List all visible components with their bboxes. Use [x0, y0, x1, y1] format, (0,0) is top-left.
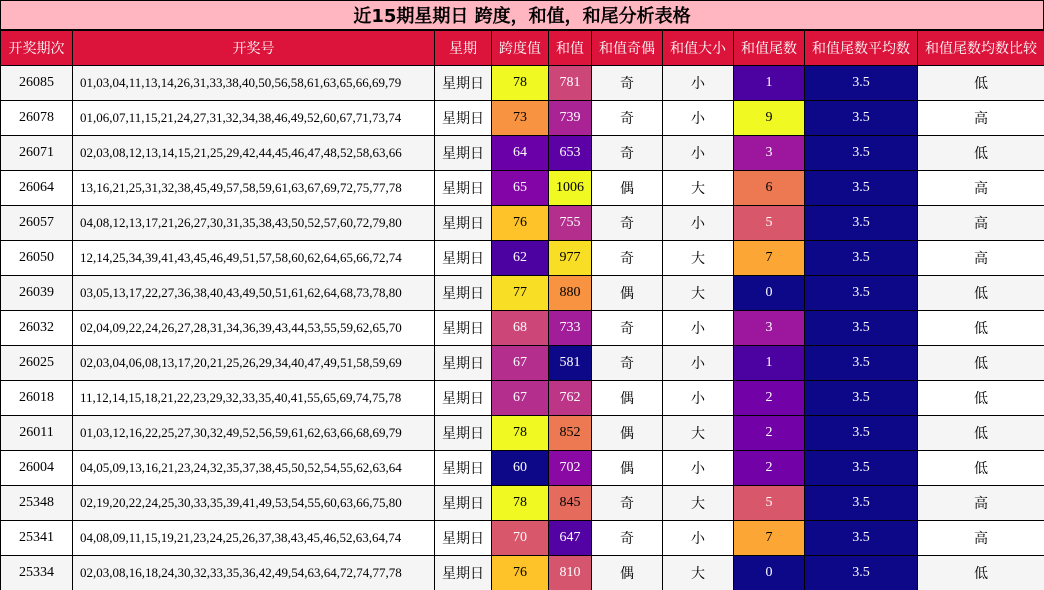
cell-size: 大	[663, 486, 734, 521]
cell-tail-compare: 低	[918, 416, 1044, 451]
header-issue: 开奖期次	[1, 31, 73, 66]
cell-size: 小	[663, 206, 734, 241]
cell-numbers: 02,19,20,22,24,25,30,33,35,39,41,49,53,54,55,60,63,66,75,80	[73, 486, 435, 521]
cell-size: 小	[663, 136, 734, 171]
cell-size: 大	[663, 416, 734, 451]
cell-sum: 739	[549, 101, 592, 136]
table-row	[1, 66, 1044, 101]
table-row	[1, 521, 1044, 556]
cell-tail-avg: 3.5	[805, 451, 918, 486]
cell-sum: 653	[549, 136, 592, 171]
cell-parity: 奇	[592, 206, 663, 241]
cell-tail-avg: 3.5	[805, 311, 918, 346]
cell-sum: 977	[549, 241, 592, 276]
header-tail-compare: 和值尾数均数比较	[918, 31, 1044, 66]
cell-tail: 2	[734, 451, 805, 486]
cell-issue: 26050	[1, 241, 73, 276]
cell-weekday: 星期日	[435, 346, 492, 381]
cell-numbers: 02,03,08,12,13,14,15,21,25,29,42,44,45,46,47,48,52,58,63,66	[73, 136, 435, 171]
cell-weekday: 星期日	[435, 311, 492, 346]
cell-tail-compare: 低	[918, 276, 1044, 311]
cell-span: 68	[492, 311, 549, 346]
cell-parity: 奇	[592, 241, 663, 276]
cell-span: 77	[492, 276, 549, 311]
cell-sum: 880	[549, 276, 592, 311]
cell-weekday: 星期日	[435, 486, 492, 521]
cell-tail-avg: 3.5	[805, 241, 918, 276]
cell-numbers: 11,12,14,15,18,21,22,23,29,32,33,35,40,41,55,65,69,74,75,78	[73, 381, 435, 416]
cell-sum: 852	[549, 416, 592, 451]
cell-tail-compare: 低	[918, 381, 1044, 416]
cell-parity: 奇	[592, 66, 663, 101]
cell-span: 73	[492, 101, 549, 136]
header-parity: 和值奇偶	[592, 31, 663, 66]
table-row	[1, 311, 1044, 346]
table-row	[1, 241, 1044, 276]
cell-tail-avg: 3.5	[805, 276, 918, 311]
cell-issue: 25341	[1, 521, 73, 556]
cell-issue: 26071	[1, 136, 73, 171]
cell-size: 小	[663, 451, 734, 486]
table-row	[1, 206, 1044, 241]
cell-numbers: 12,14,25,34,39,41,43,45,46,49,51,57,58,60,62,64,65,66,72,74	[73, 241, 435, 276]
cell-numbers: 03,05,13,17,22,27,36,38,40,43,49,50,51,61,62,64,68,73,78,80	[73, 276, 435, 311]
cell-tail: 0	[734, 556, 805, 590]
cell-weekday: 星期日	[435, 276, 492, 311]
cell-size: 大	[663, 556, 734, 590]
cell-span: 76	[492, 206, 549, 241]
cell-span: 67	[492, 381, 549, 416]
cell-numbers: 02,03,08,16,18,24,30,32,33,35,36,42,49,54,63,64,72,74,77,78	[73, 556, 435, 590]
header-weekday: 星期	[435, 31, 492, 66]
cell-parity: 偶	[592, 171, 663, 206]
cell-tail: 1	[734, 66, 805, 101]
cell-tail-avg: 3.5	[805, 66, 918, 101]
table-row	[1, 136, 1044, 171]
cell-tail-avg: 3.5	[805, 171, 918, 206]
cell-sum: 702	[549, 451, 592, 486]
cell-issue: 26025	[1, 346, 73, 381]
cell-issue: 26018	[1, 381, 73, 416]
cell-parity: 偶	[592, 416, 663, 451]
cell-issue: 25348	[1, 486, 73, 521]
cell-size: 小	[663, 521, 734, 556]
cell-tail-compare: 高	[918, 486, 1044, 521]
cell-tail: 3	[734, 311, 805, 346]
table-row	[1, 171, 1044, 206]
cell-span: 78	[492, 66, 549, 101]
cell-size: 小	[663, 346, 734, 381]
cell-tail-compare: 低	[918, 451, 1044, 486]
header-sum: 和值	[549, 31, 592, 66]
cell-tail-compare: 高	[918, 171, 1044, 206]
header-tail-avg: 和值尾数平均数	[805, 31, 918, 66]
cell-issue: 26085	[1, 66, 73, 101]
header-numbers: 开奖号	[73, 31, 435, 66]
cell-tail-avg: 3.5	[805, 486, 918, 521]
cell-span: 65	[492, 171, 549, 206]
cell-tail-compare: 低	[918, 346, 1044, 381]
cell-sum: 733	[549, 311, 592, 346]
table-row	[1, 381, 1044, 416]
cell-size: 小	[663, 311, 734, 346]
cell-tail: 0	[734, 276, 805, 311]
cell-tail-compare: 高	[918, 521, 1044, 556]
cell-numbers: 13,16,21,25,31,32,38,45,49,57,58,59,61,63,67,69,72,75,77,78	[73, 171, 435, 206]
cell-weekday: 星期日	[435, 136, 492, 171]
cell-weekday: 星期日	[435, 241, 492, 276]
cell-sum: 647	[549, 521, 592, 556]
cell-parity: 奇	[592, 486, 663, 521]
cell-tail-compare: 高	[918, 206, 1044, 241]
cell-span: 76	[492, 556, 549, 590]
cell-issue: 26078	[1, 101, 73, 136]
table-row	[1, 556, 1044, 590]
cell-sum: 755	[549, 206, 592, 241]
cell-weekday: 星期日	[435, 66, 492, 101]
cell-weekday: 星期日	[435, 416, 492, 451]
cell-size: 大	[663, 241, 734, 276]
cell-span: 64	[492, 136, 549, 171]
cell-weekday: 星期日	[435, 171, 492, 206]
cell-tail-avg: 3.5	[805, 101, 918, 136]
cell-sum: 810	[549, 556, 592, 590]
cell-issue: 26039	[1, 276, 73, 311]
cell-numbers: 04,08,09,11,15,19,21,23,24,25,26,37,38,43,45,46,52,63,64,74	[73, 521, 435, 556]
cell-parity: 奇	[592, 521, 663, 556]
cell-parity: 奇	[592, 311, 663, 346]
cell-numbers: 04,08,12,13,17,21,26,27,30,31,35,38,43,50,52,57,60,72,79,80	[73, 206, 435, 241]
header-size: 和值大小	[663, 31, 734, 66]
cell-weekday: 星期日	[435, 521, 492, 556]
cell-tail-avg: 3.5	[805, 381, 918, 416]
cell-size: 大	[663, 276, 734, 311]
cell-issue: 26032	[1, 311, 73, 346]
cell-numbers: 01,06,07,11,15,21,24,27,31,32,34,38,46,49,52,60,67,71,73,74	[73, 101, 435, 136]
cell-size: 小	[663, 101, 734, 136]
cell-tail: 7	[734, 521, 805, 556]
cell-parity: 偶	[592, 556, 663, 590]
cell-numbers: 01,03,04,11,13,14,26,31,33,38,40,50,56,58,61,63,65,66,69,79	[73, 66, 435, 101]
cell-numbers: 02,04,09,22,24,26,27,28,31,34,36,39,43,44,53,55,59,62,65,70	[73, 311, 435, 346]
cell-weekday: 星期日	[435, 381, 492, 416]
table-row	[1, 276, 1044, 311]
cell-parity: 偶	[592, 451, 663, 486]
cell-tail-compare: 低	[918, 311, 1044, 346]
table-row	[1, 101, 1044, 136]
cell-span: 62	[492, 241, 549, 276]
cell-sum: 581	[549, 346, 592, 381]
cell-issue: 26004	[1, 451, 73, 486]
cell-tail: 5	[734, 206, 805, 241]
cell-span: 78	[492, 486, 549, 521]
cell-tail: 2	[734, 381, 805, 416]
cell-weekday: 星期日	[435, 101, 492, 136]
cell-tail-compare: 高	[918, 101, 1044, 136]
cell-parity: 偶	[592, 276, 663, 311]
cell-sum: 845	[549, 486, 592, 521]
cell-issue: 26057	[1, 206, 73, 241]
table-body	[1, 66, 1044, 590]
table-title: 近15期星期日 跨度，和值，和尾分析表格	[0, 0, 1044, 30]
cell-tail-avg: 3.5	[805, 346, 918, 381]
cell-tail-compare: 低	[918, 556, 1044, 590]
cell-tail-avg: 3.5	[805, 136, 918, 171]
cell-sum: 762	[549, 381, 592, 416]
cell-size: 小	[663, 381, 734, 416]
cell-span: 78	[492, 416, 549, 451]
cell-parity: 奇	[592, 136, 663, 171]
cell-tail-compare: 低	[918, 66, 1044, 101]
cell-tail: 1	[734, 346, 805, 381]
cell-tail: 7	[734, 241, 805, 276]
cell-span: 60	[492, 451, 549, 486]
cell-tail: 9	[734, 101, 805, 136]
cell-size: 小	[663, 66, 734, 101]
cell-issue: 25334	[1, 556, 73, 590]
cell-span: 67	[492, 346, 549, 381]
cell-tail-avg: 3.5	[805, 521, 918, 556]
table-row	[1, 486, 1044, 521]
cell-parity: 偶	[592, 381, 663, 416]
table-row	[1, 451, 1044, 486]
cell-parity: 奇	[592, 101, 663, 136]
cell-tail-avg: 3.5	[805, 556, 918, 590]
cell-span: 70	[492, 521, 549, 556]
cell-sum: 1006	[549, 171, 592, 206]
header-span: 跨度值	[492, 31, 549, 66]
cell-parity: 奇	[592, 346, 663, 381]
cell-numbers: 01,03,12,16,22,25,27,30,32,49,52,56,59,61,62,63,66,68,69,79	[73, 416, 435, 451]
cell-sum: 781	[549, 66, 592, 101]
cell-size: 大	[663, 171, 734, 206]
cell-tail: 3	[734, 136, 805, 171]
cell-tail: 5	[734, 486, 805, 521]
cell-numbers: 02,03,04,06,08,13,17,20,21,25,26,29,34,40,47,49,51,58,59,69	[73, 346, 435, 381]
cell-weekday: 星期日	[435, 451, 492, 486]
cell-tail-compare: 高	[918, 241, 1044, 276]
header-row	[1, 31, 1044, 66]
cell-tail-avg: 3.5	[805, 206, 918, 241]
cell-tail-avg: 3.5	[805, 416, 918, 451]
cell-issue: 26064	[1, 171, 73, 206]
cell-issue: 26011	[1, 416, 73, 451]
cell-tail: 6	[734, 171, 805, 206]
cell-tail-compare: 低	[918, 136, 1044, 171]
header-tail: 和值尾数	[734, 31, 805, 66]
table-row	[1, 416, 1044, 451]
cell-weekday: 星期日	[435, 206, 492, 241]
cell-numbers: 04,05,09,13,16,21,23,24,32,35,37,38,45,50,52,54,55,62,63,64	[73, 451, 435, 486]
analysis-table	[0, 30, 1044, 590]
cell-weekday: 星期日	[435, 556, 492, 590]
cell-tail: 2	[734, 416, 805, 451]
table-row	[1, 346, 1044, 381]
